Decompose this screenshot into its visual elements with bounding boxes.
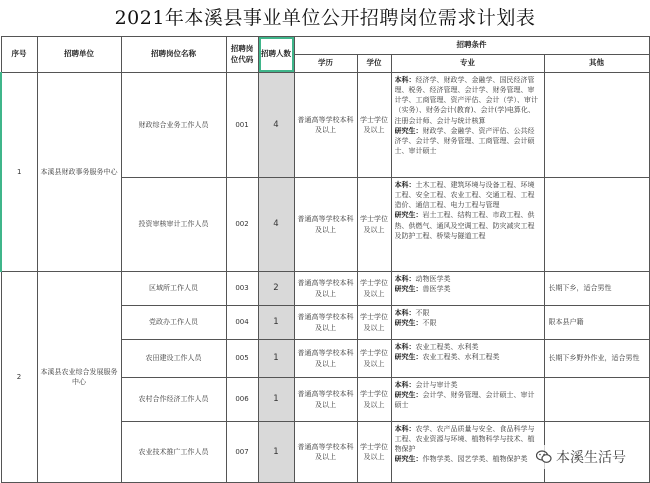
code-cell: 005 <box>226 340 258 378</box>
header-other: 其他 <box>544 55 649 73</box>
grad-label: 研究生： <box>394 319 423 328</box>
count-cell: 1 <box>258 306 294 340</box>
degree-cell: 学士学位及以上 <box>357 272 391 306</box>
grad-majors: 财政学、金融学、资产评估、公共经济学、会计学、财务管理、工商管理、会计硕士、审计硕士 <box>394 126 535 155</box>
header-post-name: 招聘岗位名称 <box>121 37 226 73</box>
code-cell: 004 <box>226 306 258 340</box>
header-unit: 招聘单位 <box>37 37 121 73</box>
grad-label: 研究生： <box>394 353 423 362</box>
header-conditions: 招聘条件 <box>294 37 649 55</box>
wechat-icon <box>536 450 552 464</box>
edu-cell: 普通高等学校本科及以上 <box>294 378 357 422</box>
grad-label: 研究生： <box>394 391 423 400</box>
major-cell <box>391 340 544 378</box>
grad-label: 研究生： <box>394 211 423 220</box>
post-cell: 农村合作经济工作人员 <box>121 378 226 422</box>
undergrad-majors: 不限 <box>415 309 430 317</box>
grad-majors: 不限 <box>422 319 437 328</box>
post-cell: 财政综合业务工作人员 <box>121 73 226 178</box>
grad-majors: 作物学类、园艺学类、植物保护类 <box>422 455 528 464</box>
unit-cell: 本溪县农业综合发展服务中心 <box>37 272 121 483</box>
other-cell: 长期下乡野外作业，适合男性 <box>544 340 649 378</box>
count-cell: 1 <box>258 422 294 483</box>
header-edu: 学历 <box>294 55 357 73</box>
page-title: 2021年本溪县事业单位公开招聘岗位需求计划表 <box>114 7 536 29</box>
major-cell <box>391 272 544 306</box>
grad-label: 研究生： <box>394 455 423 464</box>
watermark <box>532 445 630 469</box>
post-cell: 农田建设工作人员 <box>121 340 226 378</box>
count-cell: 1 <box>258 378 294 422</box>
header-post-code: 招聘岗位代码 <box>226 37 258 73</box>
post-cell: 投资审核审计工作人员 <box>121 178 226 272</box>
edu-cell: 普通高等学校本科及以上 <box>294 272 357 306</box>
table-row <box>1 73 649 178</box>
degree-cell: 学士学位及以上 <box>357 73 391 178</box>
undergrad-label: 本科： <box>394 275 416 283</box>
major-cell <box>391 178 544 272</box>
undergrad-label: 本科： <box>394 309 416 317</box>
edu-cell: 普通高等学校本科及以上 <box>294 73 357 178</box>
code-cell: 001 <box>226 73 258 178</box>
header-count: 招聘人数 <box>258 37 294 73</box>
undergrad-majors: 土木工程、建筑环境与设备工程、环境工程、安全工程、农业工程、交通工程、工程造价、通信工程、电力工程与管理 <box>394 181 535 210</box>
other-cell <box>544 378 649 422</box>
undergrad-majors: 经济学、财政学、金融学、国民经济管理、税务、经济管理、会计学、财务管理、审计学、工商管理、资产评估、会计（学）、审计（实务）、财务会计(教育)、会计(学)电算化、注册会计师、会计与统计核算 <box>394 76 538 125</box>
undergrad-label: 本科： <box>394 343 416 351</box>
seq-cell: 2 <box>1 272 37 483</box>
major-cell <box>391 306 544 340</box>
recruitment-table <box>0 36 650 483</box>
degree-cell: 学士学位及以上 <box>357 340 391 378</box>
degree-cell: 学士学位及以上 <box>357 178 391 272</box>
grad-majors: 农业工程类、水利工程类 <box>422 353 500 362</box>
unit-cell: 本溪县财政事务服务中心 <box>37 73 121 272</box>
table-row <box>1 272 649 306</box>
undergrad-majors: 动物医学类 <box>415 275 451 283</box>
count-cell: 4 <box>258 178 294 272</box>
header-degree: 学位 <box>357 55 391 73</box>
grad-majors: 兽医学类 <box>422 285 451 294</box>
post-cell: 农业技术推广工作人员 <box>121 422 226 483</box>
other-cell: 限本县户籍 <box>544 306 649 340</box>
post-cell: 区域所工作人员 <box>121 272 226 306</box>
edu-cell: 普通高等学校本科及以上 <box>294 306 357 340</box>
header-seq: 序号 <box>1 37 37 73</box>
other-cell <box>544 178 649 272</box>
header-major: 专业 <box>391 55 544 73</box>
other-cell <box>544 73 649 178</box>
major-cell <box>391 422 544 483</box>
count-cell: 1 <box>258 340 294 378</box>
watermark-text: 本溪生活号 <box>556 450 626 466</box>
undergrad-majors: 农业工程类、水利类 <box>415 343 479 351</box>
code-cell: 002 <box>226 178 258 272</box>
grad-label: 研究生： <box>394 126 423 135</box>
grad-majors: 岩土工程、结构工程、市政工程、供热、供燃气、通风及空调工程、防灾减灾工程及防护工程、桥梁与隧道工程 <box>394 211 535 240</box>
count-cell: 4 <box>258 73 294 178</box>
code-cell: 003 <box>226 272 258 306</box>
grad-label: 研究生： <box>394 285 423 294</box>
degree-cell: 学士学位及以上 <box>357 306 391 340</box>
major-cell <box>391 73 544 178</box>
degree-cell: 学士学位及以上 <box>357 378 391 422</box>
code-cell: 007 <box>226 422 258 483</box>
undergrad-label: 本科： <box>394 381 416 389</box>
seq-cell: 1 <box>1 73 37 272</box>
count-cell: 2 <box>258 272 294 306</box>
grad-majors: 会计学、财务管理、会计硕士、审计硕士 <box>394 391 535 410</box>
undergrad-label: 本科： <box>394 76 416 84</box>
major-cell <box>391 378 544 422</box>
degree-cell: 学士学位及以上 <box>357 422 391 483</box>
undergrad-majors: 会计与审计类 <box>415 381 458 389</box>
undergrad-label: 本科： <box>394 425 416 433</box>
code-cell: 006 <box>226 378 258 422</box>
edu-cell: 普通高等学校本科及以上 <box>294 178 357 272</box>
edu-cell: 普通高等学校本科及以上 <box>294 340 357 378</box>
post-cell: 党政办工作人员 <box>121 306 226 340</box>
edu-cell: 普通高等学校本科及以上 <box>294 422 357 483</box>
undergrad-majors: 农学、农产品质量与安全、食品科学与工程、农业资源与环境、植物科学与技术、植物保护 <box>394 425 535 454</box>
undergrad-label: 本科： <box>394 181 416 189</box>
other-cell: 长期下乡，适合男性 <box>544 272 649 306</box>
